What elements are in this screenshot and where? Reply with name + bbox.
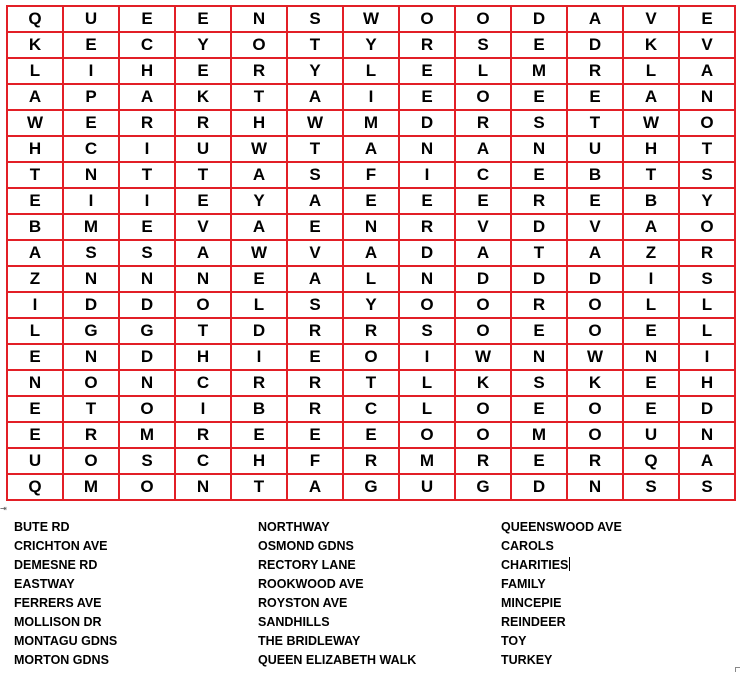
grid-cell: B	[7, 214, 63, 240]
grid-cell: B	[623, 188, 679, 214]
grid-cell: R	[343, 448, 399, 474]
grid-cell: D	[567, 32, 623, 58]
grid-cell: T	[231, 84, 287, 110]
grid-cell: C	[175, 370, 231, 396]
grid-cell: U	[7, 448, 63, 474]
grid-row	[7, 188, 735, 214]
grid-cell: I	[679, 344, 735, 370]
grid-cell: R	[399, 32, 455, 58]
word-list-item: THE BRIDLEWAY	[258, 634, 361, 648]
grid-cell: N	[119, 370, 175, 396]
word-list-item: MONTAGU GDNS	[14, 634, 118, 648]
grid-cell: O	[455, 84, 511, 110]
grid-cell: A	[455, 240, 511, 266]
word-list-item: ROYSTON AVE	[258, 596, 348, 610]
grid-cell: I	[175, 396, 231, 422]
grid-cell: I	[119, 136, 175, 162]
grid-cell: V	[623, 6, 679, 32]
grid-cell: E	[511, 448, 567, 474]
word-list-item: CAROLS	[501, 539, 554, 553]
grid-row	[7, 474, 735, 500]
word-list-column-1	[14, 518, 117, 670]
grid-cell: E	[399, 188, 455, 214]
grid-cell: A	[455, 136, 511, 162]
grid-cell: F	[287, 448, 343, 474]
grid-cell: E	[287, 214, 343, 240]
grid-cell: R	[287, 318, 343, 344]
word-list-item: OSMOND GDNS	[258, 539, 354, 553]
grid-cell: I	[231, 344, 287, 370]
grid-row	[7, 370, 735, 396]
grid-cell: E	[567, 84, 623, 110]
grid-cell: L	[679, 318, 735, 344]
grid-cell: W	[7, 110, 63, 136]
grid-cell: L	[343, 266, 399, 292]
grid-cell: W	[623, 110, 679, 136]
grid-cell: M	[511, 422, 567, 448]
grid-cell: L	[399, 396, 455, 422]
grid-cell: O	[119, 474, 175, 500]
grid-cell: N	[399, 266, 455, 292]
grid-cell: O	[455, 318, 511, 344]
grid-cell: E	[567, 188, 623, 214]
grid-cell: S	[679, 266, 735, 292]
grid-cell: N	[231, 6, 287, 32]
grid-cell: R	[511, 188, 567, 214]
grid-row	[7, 292, 735, 318]
word-list-item: FAMILY	[501, 577, 546, 591]
word-list-item: ROOKWOOD AVE	[258, 577, 364, 591]
grid-cell: Y	[679, 188, 735, 214]
grid-cell: D	[511, 214, 567, 240]
grid-cell: W	[343, 6, 399, 32]
grid-cell: S	[511, 370, 567, 396]
grid-cell: V	[455, 214, 511, 240]
grid-cell: A	[343, 240, 399, 266]
grid-cell: D	[511, 266, 567, 292]
grid-cell: O	[63, 370, 119, 396]
grid-cell: W	[287, 110, 343, 136]
grid-cell: E	[7, 422, 63, 448]
grid-row	[7, 422, 735, 448]
grid-cell: A	[7, 84, 63, 110]
grid-cell: E	[119, 214, 175, 240]
word-list-item: FERRERS AVE	[14, 596, 102, 610]
grid-cell: N	[511, 344, 567, 370]
word-list-item: SANDHILLS	[258, 615, 330, 629]
grid-row	[7, 6, 735, 32]
grid-cell: B	[231, 396, 287, 422]
grid-cell: D	[399, 110, 455, 136]
grid-cell: M	[343, 110, 399, 136]
grid-row	[7, 266, 735, 292]
grid-cell: T	[175, 162, 231, 188]
grid-cell: O	[63, 448, 119, 474]
grid-cell: O	[567, 292, 623, 318]
grid-cell: I	[7, 292, 63, 318]
grid-cell: E	[399, 58, 455, 84]
grid-cell: T	[511, 240, 567, 266]
grid-cell: E	[63, 110, 119, 136]
grid-cell: A	[287, 188, 343, 214]
grid-cell: U	[623, 422, 679, 448]
grid-cell: R	[231, 370, 287, 396]
grid-cell: N	[343, 214, 399, 240]
grid-cell: I	[399, 162, 455, 188]
grid-cell: G	[343, 474, 399, 500]
grid-cell: R	[343, 318, 399, 344]
grid-cell: E	[623, 396, 679, 422]
grid-cell: Y	[231, 188, 287, 214]
grid-cell: I	[399, 344, 455, 370]
grid-row	[7, 136, 735, 162]
grid-cell: H	[7, 136, 63, 162]
grid-cell: O	[175, 292, 231, 318]
grid-cell: T	[231, 474, 287, 500]
grid-cell: E	[63, 32, 119, 58]
grid-cell: H	[231, 448, 287, 474]
grid-cell: Y	[287, 58, 343, 84]
grid-cell: L	[7, 58, 63, 84]
grid-cell: E	[511, 162, 567, 188]
grid-cell: H	[623, 136, 679, 162]
word-list-item: NORTHWAY	[258, 520, 330, 534]
grid-cell: N	[399, 136, 455, 162]
grid-cell: G	[455, 474, 511, 500]
grid-cell: E	[511, 396, 567, 422]
word-list-item: TOY	[501, 634, 527, 648]
grid-cell: Y	[343, 32, 399, 58]
word-list-item: CRICHTON AVE	[14, 539, 108, 553]
grid-cell: N	[175, 474, 231, 500]
grid-cell: E	[175, 58, 231, 84]
grid-cell: A	[287, 84, 343, 110]
grid-cell: O	[231, 32, 287, 58]
grid-cell: N	[567, 474, 623, 500]
grid-cell: S	[119, 448, 175, 474]
grid-row	[7, 58, 735, 84]
word-list-item: QUEENSWOOD AVE	[501, 520, 622, 534]
grid-cell: D	[119, 292, 175, 318]
grid-cell: R	[511, 292, 567, 318]
grid-cell: O	[679, 214, 735, 240]
grid-cell: A	[119, 84, 175, 110]
grid-row	[7, 344, 735, 370]
grid-cell: L	[231, 292, 287, 318]
grid-cell: E	[623, 318, 679, 344]
grid-cell: E	[287, 422, 343, 448]
grid-cell: H	[679, 370, 735, 396]
grid-cell: F	[343, 162, 399, 188]
grid-cell: R	[679, 240, 735, 266]
grid-cell: A	[343, 136, 399, 162]
grid-cell: S	[63, 240, 119, 266]
grid-row	[7, 162, 735, 188]
grid-cell: E	[343, 188, 399, 214]
grid-cell: O	[399, 422, 455, 448]
grid-cell: T	[175, 318, 231, 344]
grid-cell: H	[175, 344, 231, 370]
grid-cell: L	[399, 370, 455, 396]
grid-cell: E	[7, 396, 63, 422]
grid-cell: O	[567, 422, 623, 448]
grid-cell: N	[63, 162, 119, 188]
grid-cell: E	[399, 84, 455, 110]
grid-cell: E	[119, 6, 175, 32]
grid-cell: T	[567, 110, 623, 136]
grid-cell: D	[567, 266, 623, 292]
grid-cell: R	[287, 370, 343, 396]
word-list-item: MOLLISON DR	[14, 615, 102, 629]
word-list-item-with-cursor[interactable]	[501, 556, 622, 575]
grid-cell: W	[231, 240, 287, 266]
grid-cell: T	[119, 162, 175, 188]
grid-row	[7, 448, 735, 474]
grid-cell: G	[119, 318, 175, 344]
grid-cell: N	[63, 344, 119, 370]
grid-cell: D	[511, 474, 567, 500]
text-cursor	[569, 557, 570, 571]
grid-cell: P	[63, 84, 119, 110]
grid-cell: U	[175, 136, 231, 162]
grid-cell: O	[567, 318, 623, 344]
grid-cell: H	[119, 58, 175, 84]
word-list-item: QUEEN ELIZABETH WALK	[258, 653, 417, 667]
grid-cell: E	[511, 84, 567, 110]
word-list-item: MORTON GDNS	[14, 653, 109, 667]
grid-cell: H	[231, 110, 287, 136]
grid-cell: C	[63, 136, 119, 162]
grid-cell: O	[455, 292, 511, 318]
grid-cell: N	[175, 266, 231, 292]
grid-row	[7, 214, 735, 240]
grid-cell: A	[623, 84, 679, 110]
grid-cell: O	[455, 6, 511, 32]
grid-cell: E	[343, 422, 399, 448]
grid-cell: M	[399, 448, 455, 474]
grid-cell: E	[679, 6, 735, 32]
grid-cell: K	[567, 370, 623, 396]
grid-cell: O	[399, 6, 455, 32]
grid-row	[7, 318, 735, 344]
grid-cell: B	[567, 162, 623, 188]
grid-cell: I	[63, 188, 119, 214]
grid-cell: E	[455, 188, 511, 214]
grid-cell: S	[399, 318, 455, 344]
grid-cell: R	[455, 448, 511, 474]
grid-cell: A	[623, 214, 679, 240]
grid-cell: N	[511, 136, 567, 162]
word-search-grid	[6, 5, 736, 501]
grid-cell: L	[623, 292, 679, 318]
grid-cell: Z	[623, 240, 679, 266]
grid-cell: R	[399, 214, 455, 240]
grid-cell: R	[175, 110, 231, 136]
grid-cell: A	[287, 266, 343, 292]
word-list-item: RECTORY LANE	[258, 558, 356, 572]
grid-cell: O	[679, 110, 735, 136]
grid-cell: O	[567, 396, 623, 422]
grid-cell: D	[63, 292, 119, 318]
grid-cell: D	[119, 344, 175, 370]
grid-cell: S	[623, 474, 679, 500]
grid-cell: R	[287, 396, 343, 422]
grid-cell: T	[63, 396, 119, 422]
grid-cell: K	[175, 84, 231, 110]
grid-cell: Q	[623, 448, 679, 474]
grid-cell: R	[567, 448, 623, 474]
grid-cell: A	[231, 214, 287, 240]
grid-cell: R	[119, 110, 175, 136]
grid-cell: K	[7, 32, 63, 58]
grid-cell: W	[231, 136, 287, 162]
grid-cell: N	[679, 84, 735, 110]
grid-cell: S	[679, 162, 735, 188]
grid-cell: E	[175, 188, 231, 214]
grid-cell: K	[455, 370, 511, 396]
grid-cell: E	[7, 188, 63, 214]
grid-cell: O	[455, 422, 511, 448]
grid-cell: R	[455, 110, 511, 136]
word-list-item: DEMESNE RD	[14, 558, 98, 572]
grid-cell: A	[679, 448, 735, 474]
grid-cell: A	[679, 58, 735, 84]
grid-cell: A	[7, 240, 63, 266]
word-list-column-2	[258, 518, 416, 670]
grid-cell: D	[399, 240, 455, 266]
grid-cell: N	[623, 344, 679, 370]
grid-cell: S	[119, 240, 175, 266]
grid-cell: O	[119, 396, 175, 422]
grid-cell: R	[175, 422, 231, 448]
grid-cell: R	[63, 422, 119, 448]
grid-cell: S	[455, 32, 511, 58]
grid-cell: R	[231, 58, 287, 84]
grid-cell: D	[679, 396, 735, 422]
grid-cell: A	[175, 240, 231, 266]
grid-cell: M	[119, 422, 175, 448]
grid-cell: E	[623, 370, 679, 396]
grid-cell: E	[511, 32, 567, 58]
grid-cell: D	[511, 6, 567, 32]
grid-cell: D	[455, 266, 511, 292]
grid-cell: Q	[7, 474, 63, 500]
grid-cell: V	[287, 240, 343, 266]
grid-cell: L	[7, 318, 63, 344]
grid-cell: I	[63, 58, 119, 84]
grid-row	[7, 396, 735, 422]
grid-cell: E	[511, 318, 567, 344]
grid-cell: T	[287, 32, 343, 58]
grid-cell: G	[63, 318, 119, 344]
grid-cell: C	[175, 448, 231, 474]
grid-cell: U	[399, 474, 455, 500]
word-list-item: BUTE RD	[14, 520, 70, 534]
grid-cell: A	[567, 6, 623, 32]
grid-cell: V	[679, 32, 735, 58]
word-list-item: EASTWAY	[14, 577, 75, 591]
grid-cell: A	[287, 474, 343, 500]
grid-cell: E	[231, 266, 287, 292]
page-corner-mark	[735, 667, 740, 672]
grid-cell: C	[455, 162, 511, 188]
grid-cell: W	[455, 344, 511, 370]
grid-cell: U	[63, 6, 119, 32]
word-list-column-3	[501, 518, 622, 670]
grid-row	[7, 110, 735, 136]
grid-cell: S	[287, 162, 343, 188]
grid-cell: E	[7, 344, 63, 370]
grid-row	[7, 240, 735, 266]
grid-cell: I	[119, 188, 175, 214]
grid-cell: A	[567, 240, 623, 266]
grid-cell: W	[567, 344, 623, 370]
grid-cell: M	[63, 214, 119, 240]
grid-cell: K	[623, 32, 679, 58]
grid-cell: I	[343, 84, 399, 110]
grid-cell: N	[119, 266, 175, 292]
grid-cell: L	[455, 58, 511, 84]
grid-cell: O	[455, 396, 511, 422]
grid-cell: S	[679, 474, 735, 500]
grid-cell: S	[511, 110, 567, 136]
grid-cell: Q	[7, 6, 63, 32]
grid-cell: N	[63, 266, 119, 292]
grid-cell: V	[175, 214, 231, 240]
grid-cell: C	[343, 396, 399, 422]
grid-cell: M	[511, 58, 567, 84]
table-move-handle-icon[interactable]: ⇥	[0, 504, 7, 513]
grid-cell: E	[175, 6, 231, 32]
grid-cell: L	[343, 58, 399, 84]
grid-row	[7, 32, 735, 58]
grid-cell: E	[287, 344, 343, 370]
grid-cell: C	[119, 32, 175, 58]
word-list-item: MINCEPIE	[501, 596, 562, 610]
grid-cell: N	[7, 370, 63, 396]
grid-cell: Y	[175, 32, 231, 58]
grid-cell: T	[287, 136, 343, 162]
grid-cell: S	[287, 292, 343, 318]
grid-cell: T	[679, 136, 735, 162]
grid-cell: S	[287, 6, 343, 32]
grid-cell: V	[567, 214, 623, 240]
word-list-item: TURKEY	[501, 653, 553, 667]
grid-cell: I	[623, 266, 679, 292]
grid-cell: Z	[7, 266, 63, 292]
grid-cell: O	[343, 344, 399, 370]
grid-cell: D	[231, 318, 287, 344]
grid-cell: Y	[343, 292, 399, 318]
grid-cell: O	[399, 292, 455, 318]
grid-cell: T	[343, 370, 399, 396]
grid-cell: R	[567, 58, 623, 84]
word-list-item: REINDEER	[501, 615, 566, 629]
word-list-item: CHARITIES	[501, 558, 569, 572]
grid-cell: T	[7, 162, 63, 188]
grid-cell: L	[679, 292, 735, 318]
grid-cell: N	[679, 422, 735, 448]
grid-cell: A	[231, 162, 287, 188]
grid-cell: U	[567, 136, 623, 162]
grid-cell: T	[623, 162, 679, 188]
grid-cell: L	[623, 58, 679, 84]
grid-row	[7, 84, 735, 110]
grid-cell: E	[231, 422, 287, 448]
grid-cell: M	[63, 474, 119, 500]
